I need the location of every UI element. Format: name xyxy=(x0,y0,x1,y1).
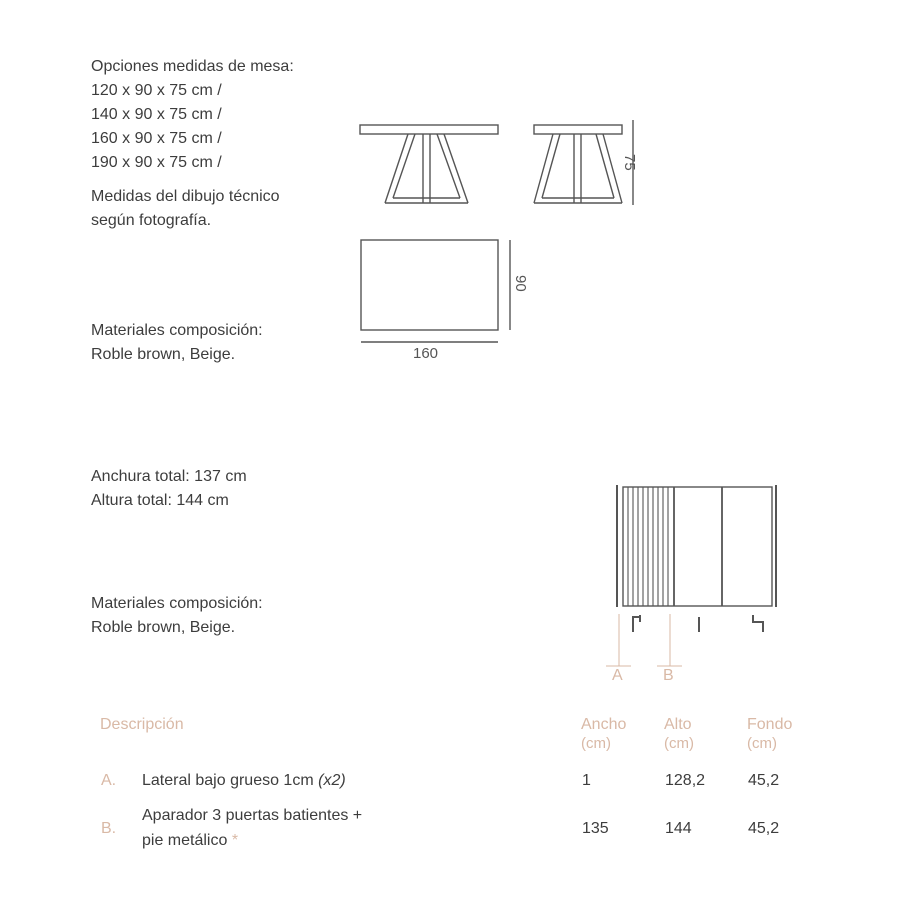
sideboard-total-height: Altura total: 144 cm xyxy=(91,492,229,509)
callout-label-b: B xyxy=(663,667,674,684)
row-a-depth: 45,2 xyxy=(748,772,780,789)
header-height-unit: (cm) xyxy=(664,735,694,752)
header-height: Alto xyxy=(664,716,692,733)
leg-right xyxy=(753,615,763,632)
callout-label-a: A xyxy=(612,667,623,684)
drawing-note-line1: Medidas del dibujo técnico xyxy=(91,188,280,205)
table-materials-value: Roble brown, Beige. xyxy=(91,346,236,363)
row-b-desc-text: pie metálico xyxy=(142,832,228,849)
row-b-height: 144 xyxy=(665,820,692,837)
header-depth-unit: (cm) xyxy=(747,735,777,752)
table-option-3: 160 x 90 x 75 cm / xyxy=(91,130,222,147)
sideboard-materials-title: Materiales composición: xyxy=(91,595,263,612)
dimension-height-label: 75 xyxy=(621,154,638,171)
sideboard-materials-value: Roble brown, Beige. xyxy=(91,619,236,636)
leg-left xyxy=(633,617,639,632)
drawing-note-line2: según fotografía. xyxy=(91,212,212,229)
header-description: Descripción xyxy=(100,716,184,733)
row-b-asterisk: * xyxy=(231,832,239,849)
row-a-desc-text: Lateral bajo grueso 1cm xyxy=(142,772,314,789)
row-b-desc-line2 xyxy=(142,832,238,850)
header-depth: Fondo xyxy=(747,716,793,733)
row-b-depth: 45,2 xyxy=(748,820,780,837)
slatted-door xyxy=(628,487,668,606)
header-width-unit: (cm) xyxy=(581,735,611,752)
table-option-4: 190 x 90 x 75 cm / xyxy=(91,154,222,171)
row-a-description xyxy=(142,772,346,790)
sideboard-total-width: Anchura total: 137 cm xyxy=(91,468,247,485)
table-options-title: Opciones medidas de mesa: xyxy=(91,58,294,75)
row-a-height: 128,2 xyxy=(665,772,706,789)
row-a-letter: A. xyxy=(101,772,117,789)
table-option-2: 140 x 90 x 75 cm / xyxy=(91,106,222,123)
dimension-width-label: 160 xyxy=(413,345,439,362)
row-a-width: 1 xyxy=(582,772,591,789)
header-width: Ancho xyxy=(581,716,627,733)
row-b-letter: B. xyxy=(101,820,117,837)
sideboard-body xyxy=(623,487,772,606)
row-a-desc-note: (x2) xyxy=(318,772,346,789)
table-option-1: 120 x 90 x 75 cm / xyxy=(91,82,222,99)
dimension-depth-label: 90 xyxy=(512,275,529,292)
row-b-width: 135 xyxy=(582,820,609,837)
row-b-desc-line1: Aparador 3 puertas batientes + xyxy=(142,807,363,824)
table-materials-title: Materiales composición: xyxy=(91,322,263,339)
